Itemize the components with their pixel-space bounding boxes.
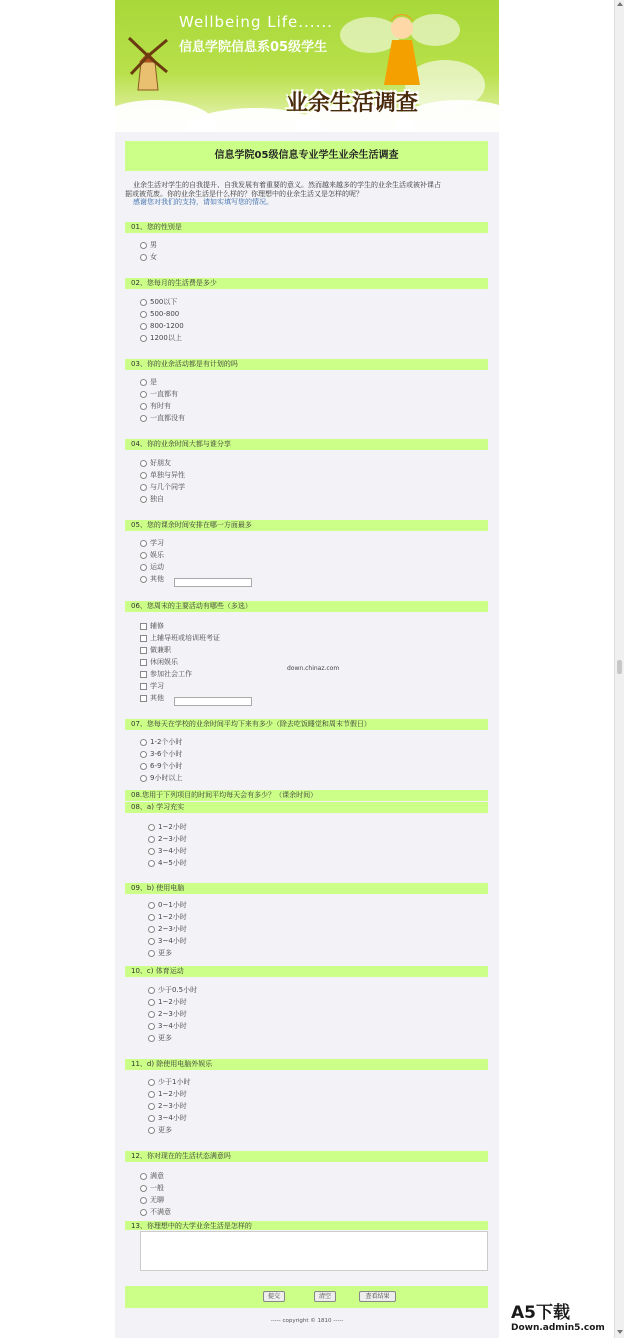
radio-button[interactable]: [140, 1209, 147, 1216]
option-item[interactable]: [140, 322, 184, 330]
radio-button[interactable]: [140, 1173, 147, 1180]
option-item[interactable]: [140, 575, 164, 583]
option-label: 1200以上: [150, 334, 182, 342]
question-bar: [125, 222, 488, 233]
windmill-icon: [123, 32, 173, 92]
question-bar: [125, 1151, 488, 1162]
question-bar: [125, 359, 488, 370]
option-label: 少于0.5小时: [158, 986, 198, 994]
radio-button[interactable]: [140, 311, 147, 318]
radio-button[interactable]: [140, 775, 147, 782]
radio-button[interactable]: [140, 323, 147, 330]
radio-button[interactable]: [140, 1185, 147, 1192]
intro-line-2: 据或被荒废。你的业余生活是什么样的？你理想中的业余生活又是怎样的呢？: [125, 189, 363, 198]
option-label: 其他: [150, 694, 164, 702]
question-bar: [125, 278, 488, 289]
question-bar: [125, 966, 488, 977]
option-item[interactable]: [140, 539, 164, 547]
option-item[interactable]: [140, 495, 164, 503]
radio-button[interactable]: [148, 950, 155, 957]
radio-button[interactable]: [140, 403, 147, 410]
page-title-box: [125, 141, 488, 171]
scrollbar-thumb[interactable]: [617, 660, 622, 674]
radio-button[interactable]: [148, 824, 155, 831]
option-item[interactable]: [140, 658, 178, 666]
question-bar: [125, 520, 488, 531]
radio-button[interactable]: [140, 763, 147, 770]
option-item[interactable]: [148, 847, 187, 855]
option-item[interactable]: [140, 563, 164, 571]
radio-button[interactable]: [148, 902, 155, 909]
option-item[interactable]: [148, 913, 187, 921]
question-bar: [125, 719, 488, 730]
option-item[interactable]: [148, 986, 197, 994]
option-label: 0~1小时: [158, 901, 187, 909]
option-item[interactable]: [148, 859, 187, 867]
radio-button[interactable]: [140, 739, 147, 746]
question-bar: [125, 601, 488, 612]
option-label: 1-2个小时: [150, 738, 183, 746]
option-label: 休闲娱乐: [150, 658, 178, 666]
option-label: 单独与异性: [150, 471, 185, 479]
option-item[interactable]: [148, 823, 187, 831]
option-item[interactable]: [140, 622, 164, 630]
question-bar: [125, 883, 488, 894]
option-label: 男: [150, 241, 157, 249]
option-label: 是: [150, 378, 157, 386]
question-label: 01、您的性别是: [131, 223, 182, 231]
radio-button[interactable]: [148, 1115, 155, 1122]
radio-button[interactable]: [148, 1011, 155, 1018]
radio-button[interactable]: [140, 472, 147, 479]
question-label: 09、b) 使用电脑: [131, 884, 185, 892]
radio-button[interactable]: [148, 1127, 155, 1134]
radio-button[interactable]: [140, 484, 147, 491]
option-label: 无聊: [150, 1196, 164, 1204]
radio-button[interactable]: [148, 999, 155, 1006]
option-item[interactable]: [140, 241, 157, 249]
question-label: 04、你的业余时间大都与谁分享: [131, 440, 231, 448]
radio-button[interactable]: [140, 335, 147, 342]
option-label: 参加社会工作: [150, 670, 192, 678]
option-label: 1~2小时: [158, 913, 187, 921]
option-item[interactable]: [140, 459, 171, 467]
option-item[interactable]: [140, 390, 178, 398]
option-label: 上辅导班或培训班考证: [150, 634, 220, 642]
reset-button[interactable]: 清空: [314, 1291, 336, 1302]
option-label: 3~4小时: [158, 847, 187, 855]
option-label: 3~4小时: [158, 1114, 187, 1122]
option-item[interactable]: [148, 1022, 187, 1030]
question-label: 10、c) 体育运动: [131, 967, 184, 975]
option-item[interactable]: [148, 1078, 190, 1086]
radio-button[interactable]: [148, 848, 155, 855]
option-label: 女: [150, 253, 157, 261]
option-item[interactable]: [140, 694, 164, 702]
option-label: 独自: [150, 495, 164, 503]
question-label: 11、d) 除使用电脑外娱乐: [131, 1060, 213, 1068]
q5-other-input[interactable]: [174, 578, 252, 587]
radio-button[interactable]: [140, 540, 147, 547]
option-item[interactable]: [140, 738, 182, 746]
question-label: 03、你的业余活动都是有计划的吗: [131, 360, 238, 368]
option-label: 3~4小时: [158, 1022, 187, 1030]
question-label: 06、您周末的主要活动有哪些（多选）: [131, 602, 252, 610]
option-label: 2~3小时: [158, 835, 187, 843]
option-item[interactable]: [140, 310, 179, 318]
option-item[interactable]: [140, 762, 182, 770]
watermark: down.chinaz.com: [287, 665, 340, 672]
option-item[interactable]: [148, 1114, 187, 1122]
intro-text: [125, 181, 495, 207]
radio-button[interactable]: [140, 415, 147, 422]
banner: [115, 0, 499, 132]
option-label: 1~2小时: [158, 1090, 187, 1098]
option-label: 学习: [150, 682, 164, 690]
option-label: 9小时以上: [150, 774, 183, 782]
view-results-button[interactable]: 查看结果: [359, 1291, 396, 1302]
question-label: 08、a) 学习充实: [131, 803, 185, 811]
option-label: 满意: [150, 1172, 164, 1180]
option-label: 2~3小时: [158, 1102, 187, 1110]
radio-button[interactable]: [140, 576, 147, 583]
radio-button[interactable]: [140, 751, 147, 758]
radio-button[interactable]: [148, 926, 155, 933]
checkbox[interactable]: [140, 659, 147, 666]
option-item[interactable]: [148, 1090, 187, 1098]
option-item[interactable]: [140, 1208, 171, 1216]
scrollbar-down-arrow[interactable]: [617, 1330, 623, 1334]
fairy-icon: [340, 0, 460, 95]
option-label: 2~3小时: [158, 1010, 187, 1018]
option-item[interactable]: [148, 925, 187, 933]
radio-button[interactable]: [140, 1197, 147, 1204]
option-label: 有时有: [150, 402, 171, 410]
option-item[interactable]: [140, 750, 182, 758]
question-label: 13、你理想中的大学业余生活是怎样的: [131, 1222, 252, 1230]
option-item[interactable]: [148, 1010, 187, 1018]
option-label: 3~4小时: [158, 937, 187, 945]
checkbox[interactable]: [140, 635, 147, 642]
option-item[interactable]: [148, 949, 172, 957]
option-label: 一直都有: [150, 390, 178, 398]
question-bar-q13: [125, 1221, 488, 1230]
site-logo: [511, 1303, 611, 1333]
radio-button[interactable]: [148, 1023, 155, 1030]
radio-button[interactable]: [140, 242, 147, 249]
option-item[interactable]: [140, 670, 192, 678]
question-bar: [125, 802, 488, 813]
option-label: 500-800: [150, 310, 180, 318]
page-title: 信息学院05级信息专业学生业余生活调查: [214, 150, 399, 161]
question-bar: [125, 439, 488, 450]
intro-line-3: 感谢您对我们的支持，请如实填写您的情况。: [133, 198, 273, 206]
checkbox[interactable]: [140, 683, 147, 690]
option-label: 4~5小时: [158, 859, 187, 867]
q13-textarea[interactable]: [140, 1231, 488, 1271]
radio-button[interactable]: [140, 552, 147, 559]
option-label: 更多: [158, 1126, 172, 1134]
radio-button[interactable]: [140, 379, 147, 386]
option-item[interactable]: [148, 835, 187, 843]
option-label: 更多: [158, 949, 172, 957]
banner-title: 业余生活调查: [286, 91, 419, 116]
radio-button[interactable]: [148, 1103, 155, 1110]
option-label: 好朋友: [150, 459, 171, 467]
option-label: 更多: [158, 1034, 172, 1042]
option-label: 6-9个小时: [150, 762, 183, 770]
question-label: 12、你对现在的生活状态满意吗: [131, 1152, 231, 1160]
option-label: 一直都没有: [150, 414, 185, 422]
option-label: 运动: [150, 563, 164, 571]
question-label: 05、您的课余时间安排在哪一方面最多: [131, 521, 252, 529]
radio-button[interactable]: [148, 836, 155, 843]
option-label: 500以下: [150, 298, 178, 306]
question-label: 07、您每天在学校的业余时间平均下来有多少（除去吃饭睡觉和周末节假日）: [131, 720, 371, 728]
option-label: 学习: [150, 539, 164, 547]
option-item[interactable]: [140, 253, 157, 261]
option-item[interactable]: [140, 1184, 164, 1192]
option-label: 少于1小时: [158, 1078, 191, 1086]
radio-button[interactable]: [148, 1035, 155, 1042]
radio-button[interactable]: [140, 391, 147, 398]
radio-button[interactable]: [148, 860, 155, 867]
checkbox[interactable]: [140, 695, 147, 702]
radio-button[interactable]: [148, 1091, 155, 1098]
q6-other-input[interactable]: [174, 697, 252, 706]
option-item[interactable]: [140, 774, 182, 782]
option-item[interactable]: [140, 483, 185, 491]
option-label: 不满意: [150, 1208, 171, 1216]
radio-button[interactable]: [148, 987, 155, 994]
option-label: 800-1200: [150, 322, 184, 330]
checkbox[interactable]: [140, 623, 147, 630]
submit-button[interactable]: 提交: [263, 1291, 285, 1302]
option-item[interactable]: [148, 937, 187, 945]
option-item[interactable]: [148, 998, 187, 1006]
checkbox[interactable]: [140, 671, 147, 678]
option-item[interactable]: [140, 1196, 164, 1204]
option-item[interactable]: [140, 634, 220, 642]
option-label: 1~2小时: [158, 823, 187, 831]
option-item[interactable]: [140, 298, 177, 306]
option-item[interactable]: [140, 378, 157, 386]
checkbox[interactable]: [140, 647, 147, 654]
option-item[interactable]: [140, 402, 171, 410]
option-item[interactable]: [148, 1126, 172, 1134]
option-item[interactable]: [140, 414, 185, 422]
option-item[interactable]: [148, 901, 187, 909]
option-label: 其他: [150, 575, 164, 583]
option-item[interactable]: [140, 334, 182, 342]
question-bar-q8: [125, 790, 488, 801]
logo-sub: Down.admin5.com: [511, 1323, 605, 1333]
radio-button[interactable]: [140, 299, 147, 306]
option-label: 娱乐: [150, 551, 164, 559]
intro-line-1: 业余生活对学生的自我提升、自我发展有着重要的意义。然而越来越多的学生的业余生活或被补课占: [133, 181, 441, 189]
option-item[interactable]: [140, 471, 185, 479]
option-item[interactable]: [140, 682, 164, 690]
radio-button[interactable]: [148, 914, 155, 921]
question-label: 02、您每月的生活费是多少: [131, 279, 217, 287]
question-bar: [125, 1059, 488, 1070]
button-bar: [125, 1286, 488, 1308]
option-item[interactable]: [140, 551, 164, 559]
footer-copyright: ----- copyright © 1810 -----: [270, 1318, 344, 1324]
banner-english-title: Wellbeing Life......: [179, 13, 333, 31]
radio-button[interactable]: [140, 496, 147, 503]
question-label: 08.您用于下列项目的时间平均每天会有多少？（课余时间）: [131, 791, 318, 799]
option-item[interactable]: [148, 1034, 172, 1042]
option-label: 一般: [150, 1184, 164, 1192]
scrollbar-up-arrow[interactable]: [617, 2, 623, 6]
logo-main: A5下载: [511, 1303, 570, 1323]
option-item[interactable]: [148, 1102, 187, 1110]
option-item[interactable]: [140, 646, 171, 654]
scrollbar[interactable]: [614, 0, 624, 1338]
survey-page: [115, 0, 499, 1338]
option-label: 1~2小时: [158, 998, 187, 1006]
option-label: 2~3小时: [158, 925, 187, 933]
option-label: 3-6个小时: [150, 750, 183, 758]
radio-button[interactable]: [140, 564, 147, 571]
radio-button[interactable]: [148, 938, 155, 945]
option-label: 辅修: [150, 622, 164, 630]
option-item[interactable]: [140, 1172, 164, 1180]
radio-button[interactable]: [140, 254, 147, 261]
radio-button[interactable]: [148, 1079, 155, 1086]
option-label: 做兼职: [150, 646, 171, 654]
option-label: 与几个同学: [150, 483, 185, 491]
radio-button[interactable]: [140, 460, 147, 467]
banner-subtitle: 信息学院信息系05级学生: [179, 40, 328, 55]
